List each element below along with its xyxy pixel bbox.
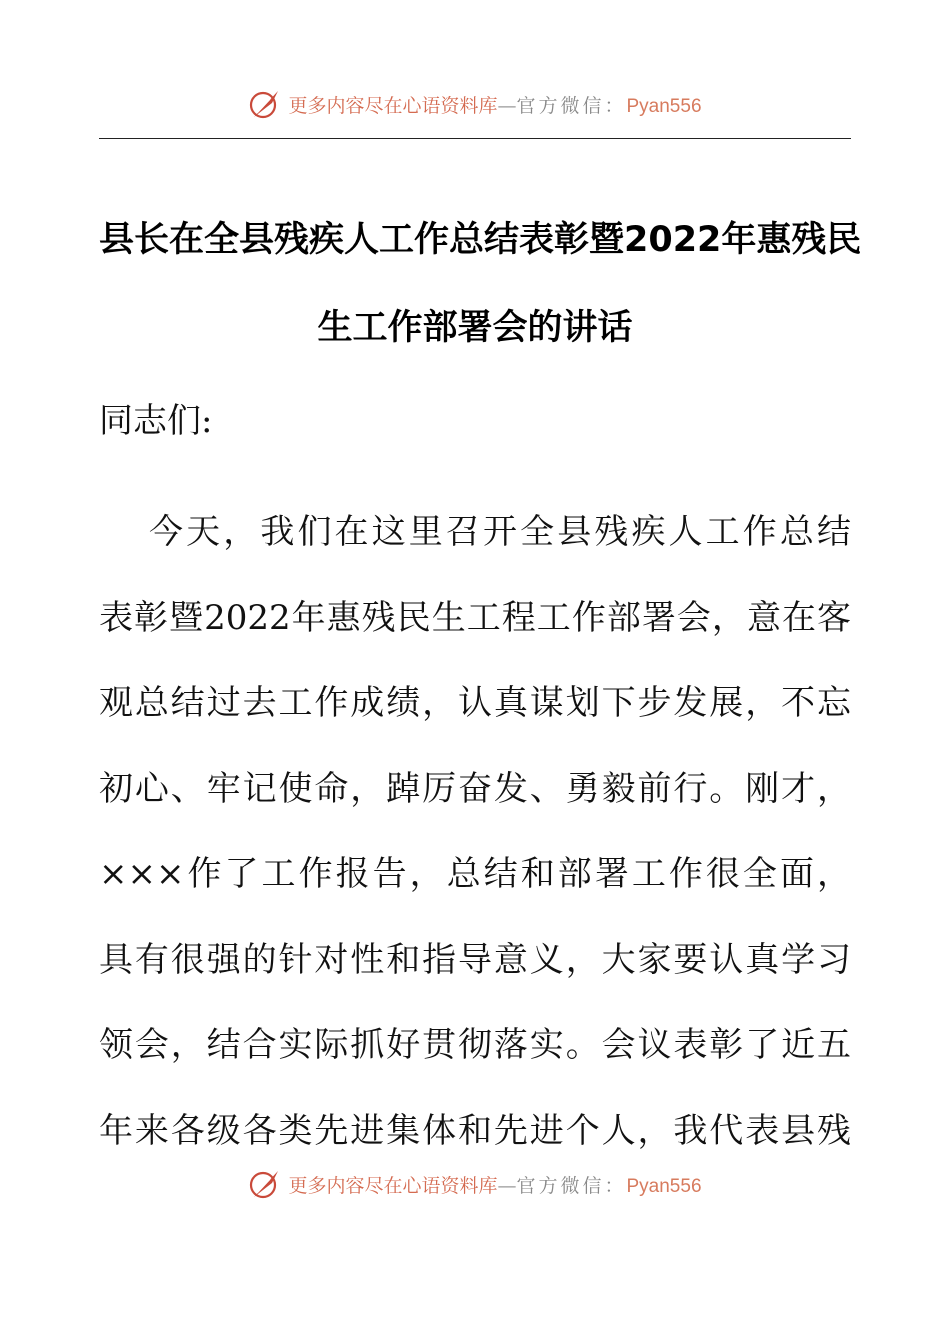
watermark-text xyxy=(288,91,701,118)
watermark-brand: 更多内容尽在心语资料库 xyxy=(288,1174,498,1197)
body-line: 领会，结合实际抓好贯彻落实。会议表彰了近五 xyxy=(99,1025,851,1065)
body-line: 具有很强的针对性和指导意义，大家要认真学习 xyxy=(99,939,851,980)
document-title xyxy=(99,196,862,372)
watermark-dash: — xyxy=(497,94,517,117)
body-line: 初心、牢记使命，踔厉奋发、勇毅前行。刚才， xyxy=(99,768,851,809)
body-line: 今天，我们在这里召开全县残疾人工作总结 xyxy=(149,512,851,552)
watermark-id: Pyan556 xyxy=(626,95,702,117)
body-line: 年来各级各类先进集体和先进个人，我代表县残 xyxy=(99,1110,851,1151)
title-line: 县长在全县残疾人工作总结表彰暨2022年惠残民 xyxy=(99,220,862,260)
quill-logo-icon xyxy=(248,1167,282,1201)
body-line: 表彰暨2022年惠残民生工程工作部署会，意在客 xyxy=(99,597,851,638)
salutation: 同志们: xyxy=(99,401,213,441)
title-line: 生工作部署会的讲话 xyxy=(317,308,633,348)
watermark-dash: — xyxy=(497,1174,517,1197)
header-watermark xyxy=(0,82,950,126)
header-rule xyxy=(99,138,851,139)
footer-watermark xyxy=(0,1162,950,1206)
watermark-label: 官方微信： xyxy=(516,1174,627,1197)
watermark-id: Pyan556 xyxy=(626,1175,702,1197)
watermark-brand: 更多内容尽在心语资料库 xyxy=(288,94,498,117)
body-paragraph xyxy=(99,490,851,1174)
quill-logo-icon xyxy=(248,87,282,121)
body-line: 观总结过去工作成绩，认真谋划下步发展，不忘 xyxy=(99,683,851,723)
body-line: ×××作了工作报告，总结和部署工作很全面， xyxy=(99,854,851,894)
watermark-label: 官方微信： xyxy=(516,94,627,117)
watermark-text xyxy=(288,1171,701,1198)
